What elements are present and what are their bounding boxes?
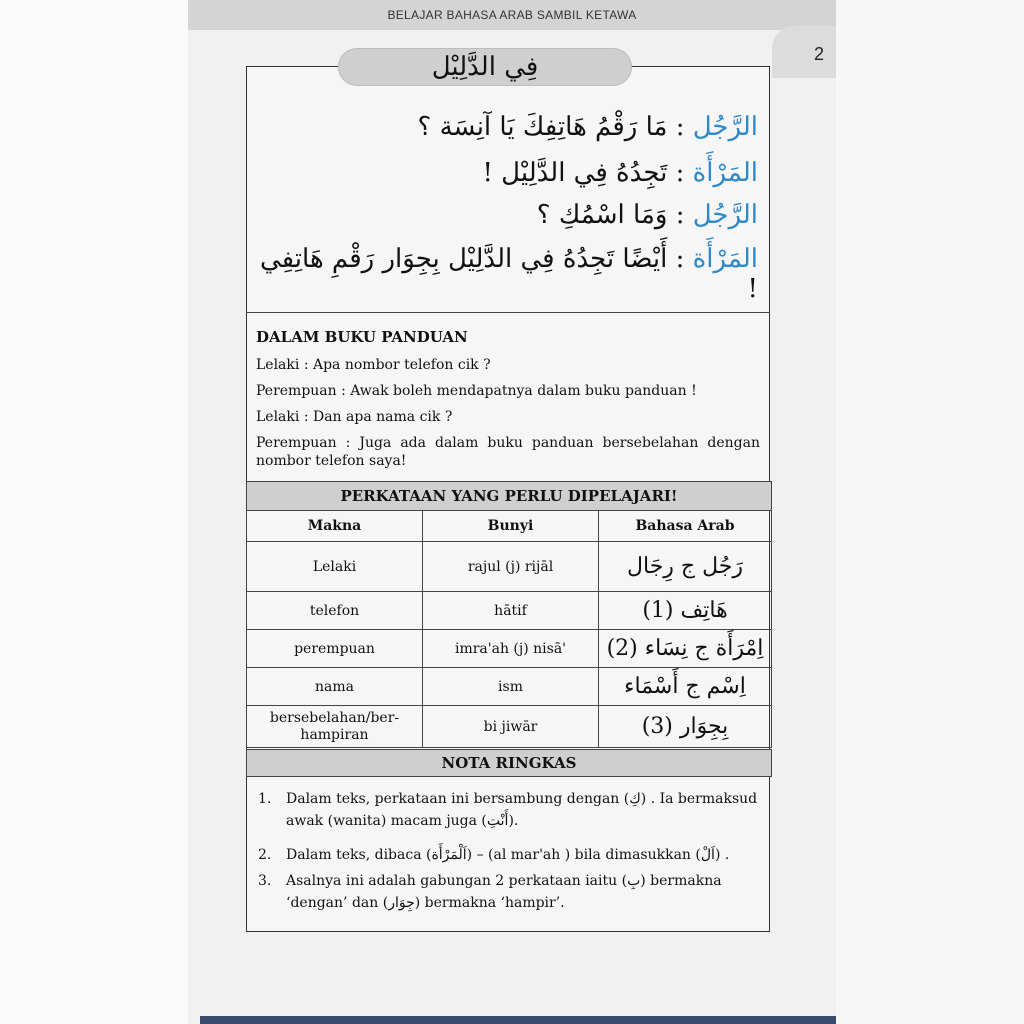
bottom-band: [200, 1016, 836, 1024]
cell-bunyi: hātif: [423, 592, 599, 630]
column-header-bunyi: Bunyi: [423, 511, 599, 542]
dialogue-speaker: المَرْأَة: [692, 244, 758, 274]
lesson-title-arabic: فِي الدَّلِيْل: [431, 52, 539, 82]
note-text: Asalnya ini adalah gabungan 2 perkataan iaitu (بِ) bermakna ‘dengan’ dan (جِوَار) bermakna ‘hampir’.: [286, 873, 722, 911]
running-title: BELAJAR BAHASA ARAB SAMBIL KETAWA: [387, 8, 637, 22]
table-row: [247, 668, 772, 706]
table-row: [247, 592, 772, 630]
cell-arab: رَجُل ج رِجَال: [599, 542, 772, 592]
cell-makna: Lelaki: [247, 542, 423, 592]
dialogue-text: : تَجِدُهُ فِي الدَّلِيْل !: [482, 158, 693, 188]
table-row: [247, 706, 772, 748]
cell-arab: بِجِوَار (3): [599, 706, 772, 748]
note-text: Dalam teks, perkataan ini bersambung dengan (كِ) . Ia bermaksud awak (wanita) macam juga (أَنْتِ).: [286, 791, 758, 829]
translation-line-2: Perempuan : Awak boleh mendapatnya dalam buku panduan !: [256, 383, 697, 399]
dialogue-speaker: المَرْأَة: [692, 158, 758, 188]
dialogue-text: : مَا رَقْمُ هَاتِفِكَ يَا آنِسَة ؟: [417, 112, 693, 142]
table-row: [247, 542, 772, 592]
translation-title: DALAM BUKU PANDUAN: [256, 328, 468, 346]
background-right: [836, 0, 1024, 1024]
dialogue-speaker: الرَّجُل: [692, 112, 758, 142]
cell-bunyi: rajul (j) rijāl: [423, 542, 599, 592]
cell-bunyi: imra'ah (j) nisā': [423, 630, 599, 668]
dialogue-line-1: [258, 112, 758, 142]
column-header-makna: Makna: [247, 511, 423, 542]
note-text: Dalam teks, dibaca (اَلْمَرْأَة) – (al mar'ah ) bila dimasukkan (اَلْ) .: [286, 847, 730, 863]
vocabulary-title: PERKATAAN YANG PERLU DIPELAJARI!: [247, 482, 772, 511]
page-number-tab: [772, 26, 836, 78]
book-page: [188, 0, 836, 1024]
dialogue-line-2: [258, 158, 758, 188]
cell-makna: bersebelahan/ber-hampiran: [247, 706, 423, 748]
dialogue-line-3: [258, 200, 758, 230]
dialogue-line-4: [258, 244, 758, 304]
cell-makna: nama: [247, 668, 423, 706]
column-header-arab: Bahasa Arab: [599, 511, 772, 542]
vocabulary-table: [246, 481, 772, 748]
cell-arab: هَاتِف (1): [599, 592, 772, 630]
translation-line-4: Perempuan : Juga ada dalam buku panduan bersebelahan dengan nombor telefon saya!: [256, 435, 760, 469]
dialogue-speaker: الرَّجُل: [692, 200, 758, 230]
cell-arab: اِمْرَأَة ج نِسَاء (2): [599, 630, 772, 668]
cell-makna: perempuan: [247, 630, 423, 668]
page-number: 2: [814, 44, 825, 64]
translation-line-3: Lelaki : Dan apa nama cik ?: [256, 409, 453, 425]
note-number: 1.: [258, 791, 272, 807]
table-row: [247, 630, 772, 668]
dialogue-text: : وَمَا اسْمُكِ ؟: [536, 200, 693, 230]
dialogue-text: : أَيْضًا تَجِدُهُ فِي الدَّلِيْل بِجِوَار رَقْمِ هَاتِفِي !: [259, 244, 758, 304]
cell-bunyi: ism: [423, 668, 599, 706]
note-number: 2.: [258, 847, 272, 863]
cell-arab: اِسْم ج أَسْمَاء: [599, 668, 772, 706]
translation-line-1: Lelaki : Apa nombor telefon cik ?: [256, 357, 491, 373]
section-divider: [246, 312, 770, 313]
cell-makna: telefon: [247, 592, 423, 630]
cell-bunyi: bi jiwār: [423, 706, 599, 748]
note-number: 3.: [258, 873, 272, 889]
background-left: [0, 0, 188, 1024]
notes-title: NOTA RINGKAS: [246, 749, 772, 777]
